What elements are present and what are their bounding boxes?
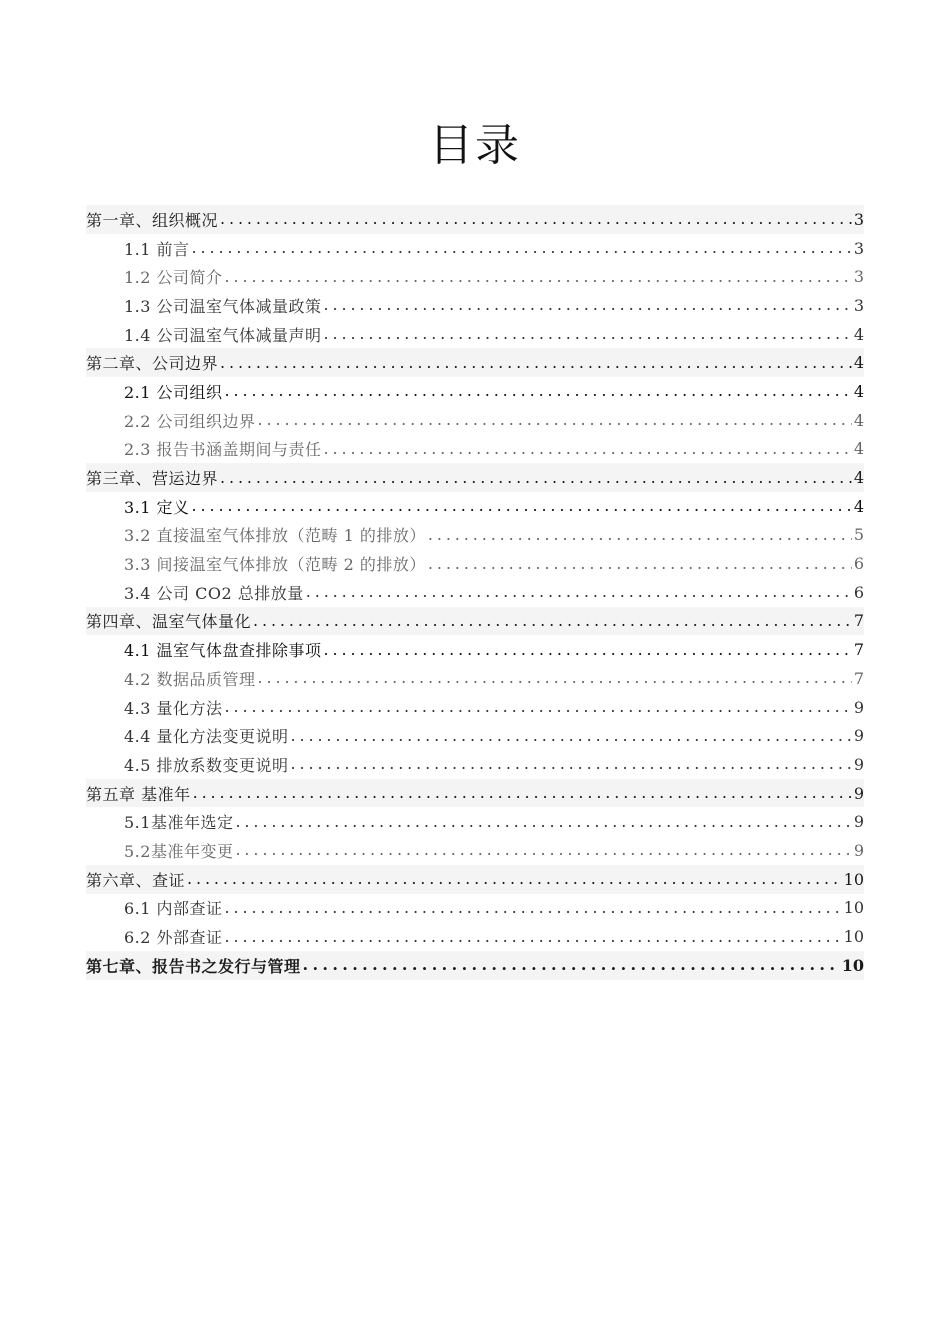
toc-entry-label: 1.4 公司温室气体减量声明 (124, 325, 322, 345)
toc-dot-leader (428, 555, 852, 573)
toc-entry-page: 3 (853, 267, 864, 287)
toc-entry-page: 4 (853, 410, 864, 430)
toc-entry-section-1-4[interactable] (86, 320, 864, 349)
toc-entry-page: 3 (853, 238, 864, 258)
toc-dot-leader (306, 583, 852, 601)
toc-entry-label: 1.2 公司简介 (124, 268, 223, 288)
toc-entry-label: 第七章、报告书之发行与管理 (86, 956, 301, 976)
toc-entry-label: 第一章、组织概况 (86, 210, 219, 230)
toc-dot-leader (324, 641, 852, 659)
toc-dot-leader (220, 469, 852, 487)
toc-entry-section-4-2[interactable] (86, 664, 864, 693)
toc-dot-leader (192, 239, 852, 257)
toc-dot-leader (192, 497, 852, 515)
toc-dot-leader (258, 669, 852, 687)
toc-entry-label: 5.2基准年变更 (124, 841, 234, 861)
toc-dot-leader (324, 440, 852, 458)
toc-entry-label: 2.2 公司组织边界 (124, 411, 256, 431)
toc-entry-label: 2.1 公司组织 (124, 382, 223, 402)
toc-entry-section-3-2[interactable] (86, 521, 864, 550)
toc-entry-label: 4.5 排放系数变更说明 (124, 755, 289, 775)
toc-entry-label: 4.3 量化方法 (124, 698, 223, 718)
toc-entry-section-1-2[interactable] (86, 262, 864, 291)
toc-entry-page: 7 (853, 640, 864, 660)
toc-entry-section-4-5[interactable] (86, 750, 864, 779)
toc-entry-section-3-3[interactable] (86, 549, 864, 578)
toc-dot-leader (324, 296, 852, 314)
toc-entry-label: 第六章、查证 (86, 870, 186, 890)
toc-entry-page: 7 (853, 611, 864, 631)
toc-entry-chapter-6[interactable] (86, 865, 864, 894)
toc-entry-page: 9 (853, 754, 864, 774)
toc-entry-page: 9 (853, 697, 864, 717)
toc-entry-page: 10 (841, 955, 864, 975)
toc-entry-section-5-2[interactable] (86, 836, 864, 865)
toc-dot-leader (291, 755, 852, 773)
toc-dot-leader (258, 411, 852, 429)
toc-entry-chapter-7[interactable] (86, 951, 864, 980)
toc-dot-leader (235, 841, 851, 859)
toc-entry-page: 10 (843, 898, 864, 918)
toc-dot-leader (291, 727, 852, 745)
toc-entry-label: 3.3 间接温室气体排放（范畴 2 的排放） (124, 555, 426, 575)
toc-entry-section-4-3[interactable] (86, 693, 864, 722)
toc-entry-section-3-4[interactable] (86, 578, 864, 607)
toc-dot-leader (235, 813, 851, 831)
toc-entry-page: 4 (853, 439, 864, 459)
toc-entry-label: 6.1 内部查证 (124, 899, 223, 919)
toc-dot-leader (193, 784, 852, 802)
toc-entry-chapter-3[interactable] (86, 463, 864, 492)
toc-dot-leader (225, 899, 842, 917)
toc-entry-label: 第二章、公司边界 (86, 354, 219, 374)
toc-entry-page: 3 (853, 295, 864, 315)
toc-entry-label: 3.4 公司 CO2 总排放量 (124, 583, 304, 603)
toc-entry-page: 4 (853, 324, 864, 344)
toc-entry-label: 6.2 外部查证 (124, 928, 223, 948)
toc-entry-chapter-2[interactable] (86, 348, 864, 377)
toc-entry-section-5-1[interactable] (86, 807, 864, 836)
table-of-contents (86, 205, 864, 980)
toc-dot-leader (253, 612, 852, 630)
toc-entry-page: 9 (853, 726, 864, 746)
toc-entry-section-6-2[interactable] (86, 922, 864, 951)
toc-dot-leader (187, 870, 842, 888)
toc-entry-section-2-2[interactable] (86, 406, 864, 435)
toc-entry-label: 4.1 温室气体盘查排除事项 (124, 641, 322, 661)
toc-entry-page: 9 (853, 812, 864, 832)
toc-entry-label: 3.1 定义 (124, 497, 190, 517)
toc-entry-page: 9 (853, 783, 864, 803)
toc-dot-leader (225, 382, 852, 400)
toc-entry-label: 2.3 报告书涵盖期间与责任 (124, 440, 322, 460)
toc-entry-page: 6 (853, 554, 864, 574)
toc-entry-section-1-3[interactable] (86, 291, 864, 320)
toc-entry-label: 3.2 直接温室气体排放（范畴 1 的排放） (124, 526, 426, 546)
toc-entry-label: 4.4 量化方法变更说明 (124, 727, 289, 747)
toc-dot-leader (225, 268, 852, 286)
toc-dot-leader (303, 956, 840, 974)
toc-entry-page: 4 (853, 381, 864, 401)
toc-dot-leader (225, 698, 852, 716)
toc-entry-label: 第四章、温室气体量化 (86, 612, 252, 632)
page-title: 目录 (429, 120, 521, 171)
toc-dot-leader (324, 325, 852, 343)
toc-entry-page: 9 (853, 840, 864, 860)
toc-entry-page: 4 (853, 468, 864, 488)
toc-entry-section-2-3[interactable] (86, 435, 864, 464)
toc-entry-label: 第五章 基准年 (86, 784, 191, 804)
toc-entry-page: 7 (853, 668, 864, 688)
toc-entry-page: 6 (853, 582, 864, 602)
toc-entry-section-4-4[interactable] (86, 721, 864, 750)
toc-entry-section-6-1[interactable] (86, 894, 864, 923)
toc-dot-leader (428, 526, 852, 544)
toc-dot-leader (220, 354, 852, 372)
toc-entry-label: 第三章、营运边界 (86, 469, 219, 489)
toc-entry-section-3-1[interactable] (86, 492, 864, 521)
toc-entry-label: 5.1基准年选定 (124, 813, 234, 833)
toc-entry-page: 10 (843, 869, 864, 889)
toc-entry-page: 4 (853, 496, 864, 516)
toc-entry-page: 5 (853, 525, 864, 545)
toc-entry-page: 4 (853, 353, 864, 373)
toc-entry-chapter-5[interactable] (86, 779, 864, 808)
toc-entry-label: 1.3 公司温室气体减量政策 (124, 296, 322, 316)
toc-entry-page: 3 (853, 209, 864, 229)
toc-dot-leader (225, 928, 842, 946)
toc-entry-chapter-1[interactable] (86, 205, 864, 234)
toc-entry-section-4-1[interactable] (86, 635, 864, 664)
toc-entry-section-2-1[interactable] (86, 377, 864, 406)
toc-entry-label: 4.2 数据品质管理 (124, 669, 256, 689)
toc-entry-chapter-4[interactable] (86, 607, 864, 636)
toc-dot-leader (220, 210, 852, 228)
toc-entry-section-1-1[interactable] (86, 234, 864, 263)
toc-entry-label: 1.1 前言 (124, 239, 190, 259)
toc-entry-page: 10 (843, 927, 864, 947)
